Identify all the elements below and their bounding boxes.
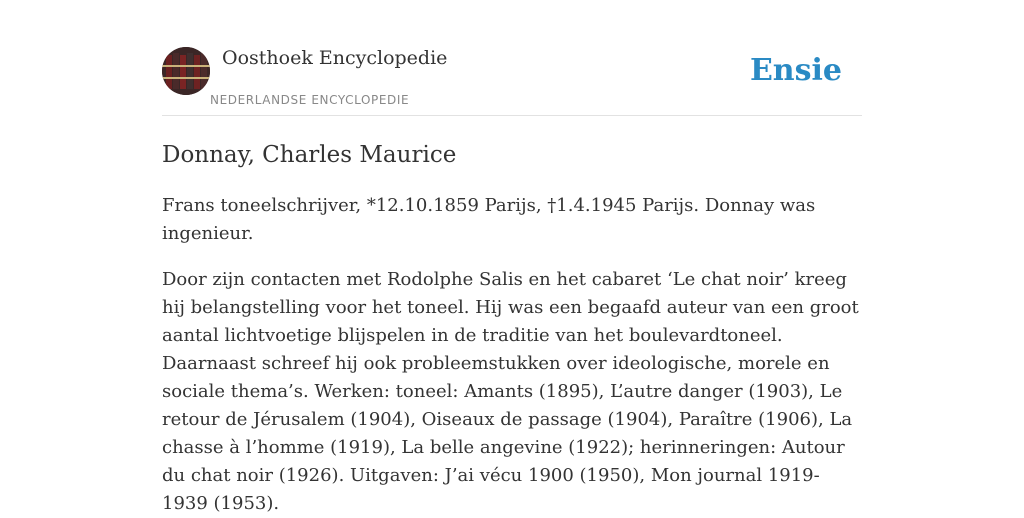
avatar[interactable] [162,47,210,95]
site-subtitle: NEDERLANDSE ENCYCLOPEDIE [210,93,410,107]
article [162,140,862,518]
article-paragraph: Frans toneelschrijver, *12.10.1859 Parijs, †1.4.1945 Parijs. Donnay was ingenieur. [162,195,816,244]
brand-logo-link[interactable]: Ensie [749,53,842,88]
article-paragraph: Door zijn contacten met Rodolphe Salis en het cabaret ‘Le chat noir’ kreeg hij belangstelling voor het toneel. Hij was een begaafd auteur van een groot aantal lichtvoetige blijspelen in de traditie van het boulevardtoneel. Daarnaast schreef hij ook probleemstukken over ideologische, morele en sociale thema’s. Werken: toneel: Amants (1895), L’autre danger (1903), Le retour de Jérusalem (1904), Oiseaux de passage (1904), Paraître (1906), La chasse à l’homme (1919), La belle angevine (1922); herinneringen: Autour du chat noir (1926). Uitgaven: J’ai vécu 1900 (1950), Mon journal 1919-1939 (1953). [162,269,859,514]
book-spines-icon [162,47,210,95]
site-header [162,45,862,116]
site-title[interactable]: Oosthoek Encyclopedie [222,47,448,69]
page-title: Donnay, Charles Maurice [162,142,457,168]
